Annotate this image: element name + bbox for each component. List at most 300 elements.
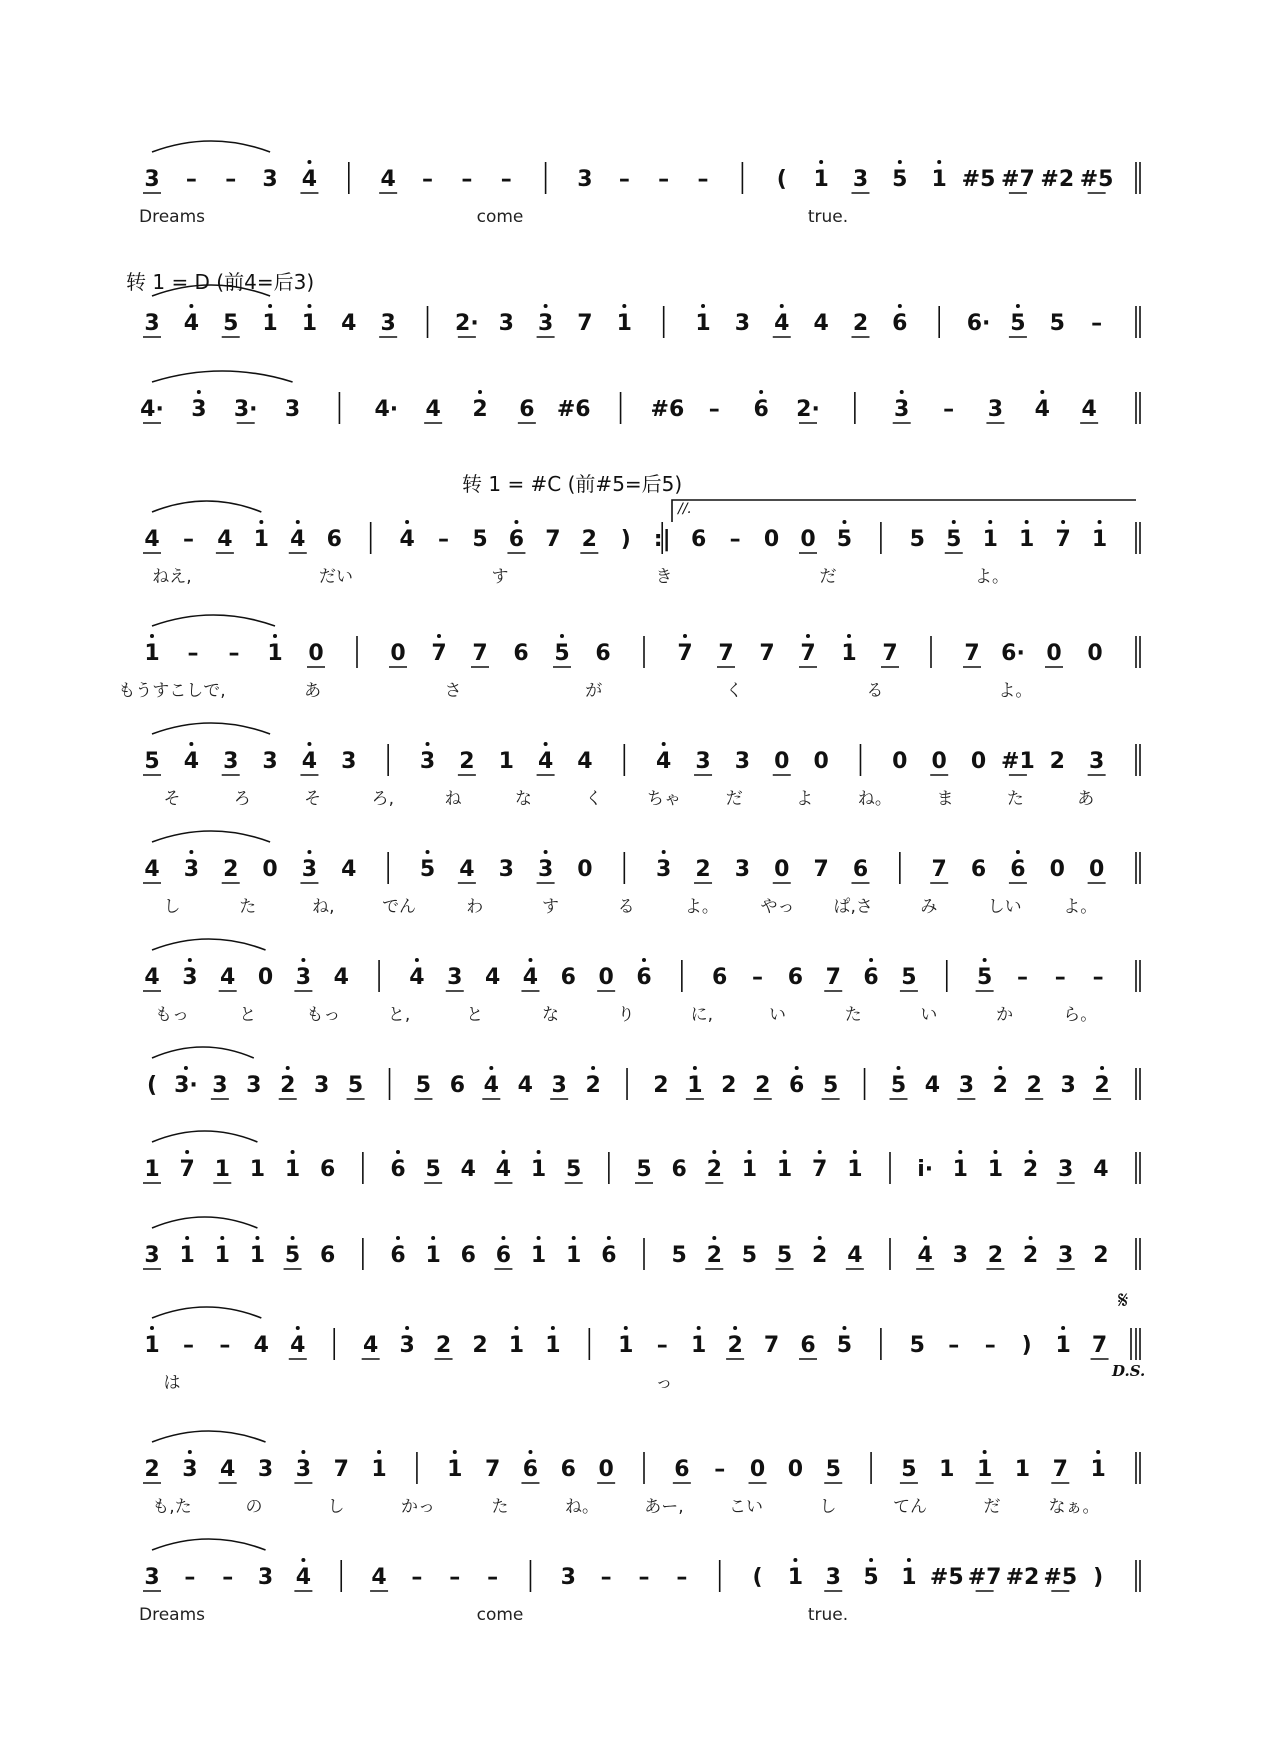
note-9-4: 1 [284,1157,301,1182]
lyric-4-6: よ。 [998,681,1033,701]
note-0-8: – [461,167,473,192]
note-11-4: 4 [290,1333,306,1358]
note-10-25: 2 [1022,1243,1039,1268]
octave-dot [537,1150,541,1154]
octave-dot [693,1066,697,1070]
note-5-20: 0 [931,749,947,774]
note-4-18: 7 [882,641,898,666]
octave-dot [489,1066,493,1070]
note-12-20: 5 [901,1457,917,1482]
note-2-14: 2· [796,397,820,422]
note-6-17: 7 [813,857,829,882]
octave-dot [301,958,305,962]
note-8-11: 4 [517,1073,533,1098]
octave-dot [869,1558,873,1562]
octave-dot [712,1150,716,1154]
note-10-1: 1 [179,1243,195,1268]
lyric-6-0: し [163,897,181,917]
octave-dot [1025,520,1029,524]
note-4-22: 0 [1046,641,1062,666]
note-8-18: 2 [755,1073,771,1098]
lyric-0-2: true. [807,207,849,227]
note-5-9: 1 [498,749,514,774]
octave-dot [514,520,518,524]
note-10-27: 2 [1093,1243,1109,1268]
note-3-9: 5 [472,527,488,552]
note-10-16: 2 [706,1243,722,1268]
octave-dot [1016,304,1020,308]
note-10-24: 2 [987,1243,1004,1268]
note-4-3: 1 [267,641,283,666]
note-0-9: – [500,167,512,192]
note-8-2: 3 [212,1073,228,1098]
octave-dot [898,304,902,308]
note-8-8: 5 [415,1073,432,1098]
note-1-22: 5 [1010,311,1026,336]
note-3-3: 1 [253,527,269,552]
octave-dot [291,1236,295,1240]
octave-dot [514,1326,518,1330]
note-11-24: ) [1021,1333,1032,1358]
lyric-7-4: と [466,1005,484,1025]
note-3-15: 6 [691,527,707,552]
octave-dot [268,304,272,308]
note-4-7: 7 [431,641,447,666]
note-13-17: 1 [787,1565,804,1590]
octave-dot [478,390,482,394]
lyric-4-1: あ [304,681,322,701]
lyric-12-5: ね。 [565,1497,599,1517]
note-8-28: 2 [1094,1073,1110,1098]
lyric-5-11: ま [936,789,954,809]
note-11-14: – [656,1333,668,1358]
note-9-25: 2 [1022,1157,1039,1182]
note-2-2: 3· [233,397,258,422]
lyric-12-3: かっ [401,1497,435,1517]
note-9-3: 1 [249,1157,266,1182]
lyric-4-0: もうすこしで, [118,681,226,701]
note-10-3: 1 [249,1243,266,1268]
note-12-17: 0 [787,1457,804,1482]
octave-dot [307,160,311,164]
lyric-5-6: く [585,789,603,809]
note-2-11: #6 [650,397,685,422]
note-13-9: – [487,1565,499,1590]
octave-dot [853,1150,857,1154]
note-8-9: 6 [449,1073,466,1098]
note-6-24: 0 [1088,857,1105,882]
octave-dot [255,1236,259,1240]
octave-dot [1098,520,1102,524]
note-9-11: 1 [530,1157,547,1182]
octave-dot [793,1558,797,1562]
lyric-5-0: そ [163,789,181,809]
slur [152,371,293,382]
lyric-12-9: てん [893,1497,927,1517]
lyric-5-12: た [1006,789,1024,809]
slur [152,939,266,950]
note-5-24: 3 [1088,749,1105,774]
note-11-17: 7 [763,1333,780,1358]
note-1-2: 5 [223,311,239,336]
lyric-12-7: こい [729,1497,763,1517]
octave-dot [396,1236,400,1240]
slur [152,501,261,512]
octave-dot [453,1450,457,1454]
note-3-8: – [438,527,450,552]
note-6-23: 0 [1049,857,1065,882]
octave-dot [988,520,992,524]
note-9-20: 1 [847,1157,863,1182]
note-3-25: 7 [1055,527,1071,552]
lyric-5-8: だ [725,789,743,809]
note-3-26: 1 [1091,527,1108,552]
lyric-7-3: と, [387,1005,411,1025]
note-11-1: – [182,1333,194,1358]
note-1-15: 3 [734,311,751,336]
note-7-13: 6 [636,965,652,990]
lyric-7-11: か [996,1005,1014,1025]
note-8-24: 3 [958,1073,975,1098]
note-2-5: 4· [374,397,399,422]
note-2-3: 3 [284,397,301,422]
octave-dot [189,304,193,308]
note-7-1: 3 [182,965,198,990]
note-4-15: 7 [759,641,775,666]
lyric-5-10: ね。 [857,789,892,809]
note-9-16: 2 [706,1157,722,1182]
note-4-20: 7 [964,641,980,666]
octave-dot [544,850,548,854]
note-9-0: 1 [144,1157,160,1182]
lyric-3-5: よ。 [975,567,1009,587]
note-4-4: 0 [308,641,324,666]
lyric-3-0: ねえ, [152,567,192,587]
note-12-2: 4 [220,1457,236,1482]
note-8-0: ( [146,1073,158,1098]
note-4-16: 7 [800,641,816,666]
note-2-6: 4 [425,397,441,422]
note-3-2: 4 [217,527,233,552]
note-8-15: 2 [653,1073,669,1098]
note-11-8: 2 [435,1333,452,1358]
note-11-15: 1 [691,1333,707,1358]
note-6-0: 4 [144,857,160,882]
note-7-22: 5 [976,965,993,990]
note-12-23: 1 [1014,1457,1031,1482]
note-9-19: 7 [812,1157,828,1182]
key-change-2: 转 1 = #C (前#5=后5) [462,472,683,496]
note-6-21: 6 [970,857,987,882]
note-11-25: 1 [1055,1333,1071,1358]
octave-dot [806,634,810,638]
note-11-7: 3 [399,1333,415,1358]
octave-dot [197,390,201,394]
lyric-6-12: よ。 [1063,897,1098,917]
note-0-24: #5 [1079,167,1114,192]
note-13-23: #2 [1005,1565,1040,1590]
octave-dot [842,1326,846,1330]
lyric-7-7: に, [690,1005,714,1025]
note-5-1: 4 [183,749,200,774]
note-8-16: 1 [687,1073,703,1098]
note-10-5: 6 [320,1243,336,1268]
note-5-11: 4 [577,749,593,774]
octave-dot [983,1450,987,1454]
note-13-2: – [222,1565,234,1590]
octave-dot [560,634,564,638]
lyric-4-5: る [866,681,884,701]
note-5-10: 4 [537,749,554,774]
note-2-0: 4· [140,397,164,422]
note-0-13: – [658,167,670,192]
octave-dot [544,742,548,746]
octave-dot [537,1236,541,1240]
octave-dot [937,160,941,164]
note-6-5: 4 [341,857,357,882]
note-5-0: 5 [144,749,160,774]
note-8-3: 3 [246,1073,262,1098]
octave-dot [759,390,763,394]
octave-dot [426,850,430,854]
octave-dot [150,1326,154,1330]
note-6-1: 3 [183,857,200,882]
note-9-26: 3 [1058,1157,1074,1182]
slur [152,1131,257,1142]
lyric-3-1: だい [319,567,353,587]
note-11-13: 1 [618,1333,634,1358]
note-0-3: 3 [262,167,278,192]
note-4-10: 5 [554,641,570,666]
note-2-13: 6 [753,397,769,422]
note-4-0: 1 [144,641,160,666]
lyric-5-9: よ [796,789,814,809]
note-6-13: 3 [656,857,672,882]
lyric-0-1: come [476,207,524,227]
lyric-4-4: く [725,681,743,701]
note-9-17: 1 [741,1157,758,1182]
note-2-16: 3 [894,397,910,422]
octave-dot [1061,520,1065,524]
octave-dot [783,1150,787,1154]
octave-dot [405,1326,409,1330]
slur [152,1047,254,1058]
octave-dot [286,1066,290,1070]
octave-dot [528,1450,532,1454]
note-10-19: 2 [812,1243,828,1268]
note-13-16: ( [752,1565,763,1590]
note-9-12: 5 [566,1157,582,1182]
note-12-18: 5 [825,1457,841,1482]
note-13-0: 3 [144,1565,160,1590]
note-2-12: – [708,397,720,422]
octave-dot [307,850,311,854]
note-4-8: 7 [472,641,488,666]
note-11-26: 7 [1091,1333,1108,1358]
octave-dot [572,1236,576,1240]
note-7-8: 3 [447,965,463,990]
note-7-24: – [1054,965,1066,990]
note-9-1: 7 [179,1157,195,1182]
note-5-22: #1 [1001,749,1035,774]
note-7-19: 6 [863,965,879,990]
note-10-4: 5 [284,1243,301,1268]
octave-dot [1029,1236,1033,1240]
note-0-2: – [225,167,237,192]
note-9-8: 5 [425,1157,441,1182]
note-13-4: 4 [295,1565,312,1590]
note-6-10: 3 [537,857,554,882]
lyric-6-1: た [239,897,257,917]
octave-dot [501,1236,505,1240]
note-12-9: 7 [484,1457,501,1482]
octave-dot [189,850,193,854]
note-8-26: 2 [1026,1073,1042,1098]
note-11-2: – [219,1333,231,1358]
note-6-18: 6 [852,857,869,882]
note-5-5: 3 [341,749,357,774]
note-0-23: #2 [1040,167,1075,192]
note-2-7: 2 [472,397,488,422]
note-0-6: 4 [380,167,396,192]
octave-dot [396,1150,400,1154]
note-7-25: – [1092,965,1104,990]
note-12-5: 7 [333,1457,349,1482]
note-9-24: 1 [987,1157,1004,1182]
note-6-7: 5 [419,857,436,882]
lyric-7-2: もっ [306,1005,341,1025]
note-7-4: 3 [295,965,312,990]
note-6-11: 0 [577,857,593,882]
note-13-7: – [411,1565,423,1590]
note-1-23: 5 [1049,311,1065,336]
lyric-12-8: し [819,1497,837,1517]
slur [152,831,270,842]
note-9-22: i· [917,1157,934,1182]
octave-dot [184,1066,188,1070]
note-1-3: 1 [262,311,278,336]
lyric-7-6: り [617,1005,635,1025]
note-10-7: 6 [390,1243,406,1268]
lyric-12-1: の [245,1497,263,1517]
note-10-8: 1 [425,1243,441,1268]
note-9-2: 1 [214,1157,230,1182]
note-8-5: 3 [313,1073,330,1098]
note-7-16: – [752,965,764,990]
note-5-14: 3 [695,749,711,774]
note-0-4: 4 [301,167,318,192]
note-10-20: 4 [847,1243,863,1268]
octave-dot [307,304,311,308]
note-7-15: 6 [712,965,728,990]
note-1-4: 1 [301,311,318,336]
note-7-23: – [1016,965,1028,990]
note-13-18: 3 [825,1565,841,1590]
lyric-6-8: やっ [760,897,795,917]
note-4-2: – [228,641,240,666]
octave-dot [220,1236,224,1240]
lyric-6-7: よ。 [684,897,719,917]
note-0-1: – [185,167,197,192]
lyric-12-6: あー, [644,1497,684,1517]
lyric-3-2: す [491,567,509,587]
octave-dot [819,160,823,164]
octave-dot [818,1150,822,1154]
note-13-21: #5 [929,1565,964,1590]
note-3-17: 0 [763,527,780,552]
lyric-11-0: は [163,1373,181,1393]
note-0-20: 1 [931,167,947,192]
lyric-12-0: も,た [152,1497,192,1517]
note-3-12: 2 [581,527,597,552]
note-13-13: – [638,1565,650,1590]
octave-dot [544,304,548,308]
note-2-9: #6 [556,397,591,422]
octave-dot [642,958,646,962]
octave-dot [780,304,784,308]
note-1-1: 4 [183,311,200,336]
note-6-20: 7 [931,857,947,882]
note-7-20: 5 [901,965,917,990]
note-1-5: 4 [341,311,357,336]
note-11-3: 4 [253,1333,269,1358]
octave-dot [683,634,687,638]
note-12-12: 0 [598,1457,614,1482]
slur [152,1431,266,1442]
note-6-3: 0 [262,857,278,882]
octave-dot [998,1066,1002,1070]
slur [152,723,270,734]
note-1-16: 4 [774,311,790,336]
note-6-22: 6 [1010,857,1026,882]
note-8-13: 2 [585,1073,601,1098]
note-0-22: #7 [1001,167,1035,192]
note-13-6: 4 [371,1565,387,1590]
note-7-7: 4 [409,965,425,990]
note-0-14: – [697,167,709,192]
note-12-0: 2 [144,1457,160,1482]
note-0-17: 1 [813,167,829,192]
note-11-23: – [984,1333,996,1358]
note-6-4: 3 [301,857,318,882]
octave-dot [712,1236,716,1240]
note-13-11: 3 [560,1565,576,1590]
note-10-23: 3 [952,1243,968,1268]
note-3-5: 6 [326,527,342,552]
octave-dot [983,958,987,962]
octave-dot [415,958,419,962]
lyric-7-10: い [920,1005,938,1025]
note-12-11: 6 [560,1457,576,1482]
slur [152,615,275,626]
note-13-19: 5 [863,1565,879,1590]
note-10-11: 1 [530,1243,547,1268]
lyric-7-9: た [844,1005,862,1025]
note-12-8: 1 [447,1457,463,1482]
octave-dot [958,1150,962,1154]
note-9-23: 1 [952,1157,968,1182]
note-8-20: 5 [822,1073,839,1098]
octave-dot [426,742,430,746]
note-8-25: 2 [992,1073,1008,1098]
note-13-22: #7 [967,1565,1002,1590]
lyric-12-10: だ [983,1497,1001,1517]
lyric-7-5: な [541,1005,559,1025]
note-9-18: 1 [776,1157,793,1182]
note-12-14: 6 [674,1457,690,1482]
lyric-4-3: が [585,681,603,701]
lyric-5-3: ろ, [371,789,395,809]
